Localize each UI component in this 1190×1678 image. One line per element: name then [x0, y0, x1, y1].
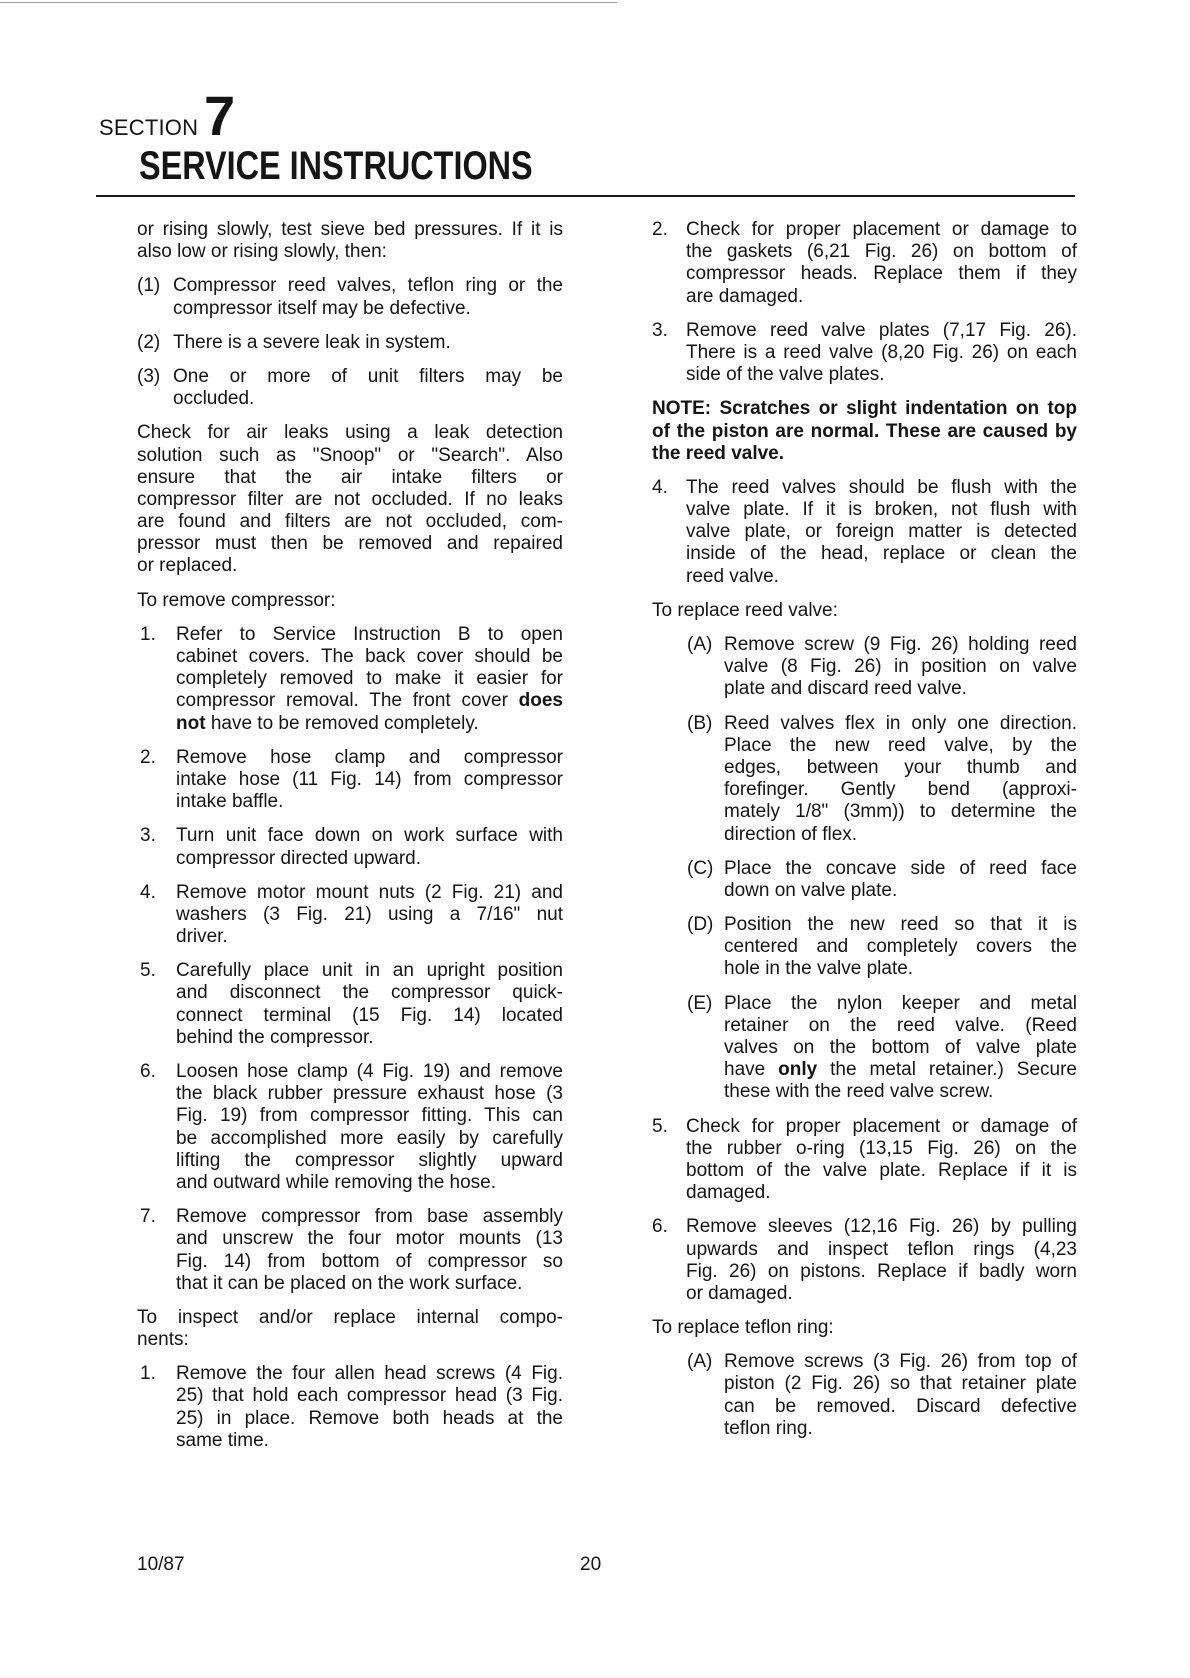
list-marker: (D) [687, 914, 714, 936]
text-line: solution such as "Snoop" or "Search". Also [137, 444, 563, 466]
text-line: Check for proper placement or damage of [686, 1115, 1077, 1137]
text-line: Place the new reed valve, by the [724, 734, 1077, 756]
text-line: mately 1/8" (3mm)) to determine the [724, 801, 1077, 823]
text-line: and unscrew the four motor mounts (13 [176, 1228, 563, 1250]
text-line: plate and discard reed valve. [724, 678, 967, 700]
page-title: SERVICE INSTRUCTIONS [139, 144, 533, 188]
list-item [652, 219, 1077, 308]
text-line: There is a reed valve (8,20 Fig. 26) on each [686, 341, 1077, 363]
text-line: be accomplished more easily by carefully [176, 1127, 563, 1149]
text-line: damaged. [686, 1182, 771, 1204]
paragraph [137, 590, 563, 612]
list-marker: (A) [687, 1351, 713, 1373]
text-line: Compressor reed valves, teflon ring or the [173, 275, 563, 297]
text-line [176, 713, 563, 735]
text-line: or replaced. [137, 555, 238, 577]
text-line: nents: [137, 1329, 189, 1351]
bold-text-segment: does [518, 690, 563, 712]
list-item [137, 825, 563, 869]
text-line: Remove screw (9 Fig. 26) holding reed [724, 634, 1077, 655]
list-marker: (E) [687, 992, 713, 1014]
text-line: valve (8 Fig. 26) in position on valve [724, 656, 1077, 678]
list-marker: (A) [687, 634, 713, 655]
left-column [137, 219, 563, 1452]
text-line: compressor itself may be defective. [173, 297, 471, 319]
text-line: direction of flex. [724, 823, 858, 845]
list-marker: 4. [652, 476, 668, 498]
list-marker: 2. [140, 746, 156, 768]
text-line: same time. [176, 1429, 269, 1451]
text-line: Carefully place unit in an upright position [176, 960, 563, 982]
text-line: and disconnect the compressor quick- [176, 982, 563, 1004]
text-line: Loosen hose clamp (4 Fig. 19) and remove [176, 1061, 563, 1082]
list-marker: 5. [652, 1115, 668, 1137]
list-marker: 7. [140, 1206, 156, 1228]
text-line: Turn unit face down on work surface with [176, 825, 563, 847]
text-line: Remove motor mount nuts (2 Fig. 21) and [176, 881, 563, 903]
list-item [652, 1116, 1077, 1205]
sub-list-item [652, 914, 1077, 981]
text-line: Remove the four allen head screws (4 Fig. [176, 1363, 563, 1385]
text-line: 25) in place. Remove both heads at the [176, 1407, 563, 1429]
text-line: are found and filters are not occluded, com- [137, 511, 563, 533]
list-marker: (1) [137, 275, 161, 297]
text-segment: compressor removal. The front cover [176, 690, 519, 712]
text-line: Fig. 14) from bottom of compressor so [176, 1250, 563, 1272]
page-number: 20 [580, 1554, 602, 1575]
text-line: To replace reed valve: [652, 599, 838, 621]
text-line [724, 1059, 1077, 1081]
text-line: Position the new reed so that it is [724, 914, 1077, 936]
text-line: There is a severe leak in system. [173, 331, 451, 353]
text-line: the rubber o-ring (13,15 Fig. 26) on the [686, 1137, 1077, 1159]
text-line: compressor filter are not occluded. If no leaks [137, 488, 563, 510]
text-line: The reed valves should be flush with the [686, 476, 1077, 498]
list-item [137, 960, 563, 1049]
text-line: To replace teflon ring: [652, 1317, 834, 1339]
paragraph [137, 219, 563, 263]
text-line: completely removed to make it easier for [176, 668, 563, 690]
list-marker: (2) [137, 331, 161, 353]
text-line: Check for proper placement or damage to [686, 219, 1077, 240]
text-line: Check for air leaks using a leak detection [137, 422, 563, 444]
list-marker: 3. [140, 825, 156, 847]
text-line [176, 690, 563, 712]
text-line: lifting the compressor slightly upward [176, 1149, 563, 1171]
text-segment: have [724, 1059, 779, 1081]
text-segment: have to be removed completely. [205, 712, 479, 734]
text-line: occluded. [173, 388, 255, 410]
text-line: To inspect and/or replace internal compo- [137, 1306, 563, 1328]
text-line: Reed valves flex in only one direction. [724, 712, 1077, 734]
list-marker: 2. [652, 219, 668, 240]
text-line: hole in the valve plate. [724, 958, 914, 980]
paragraph [137, 1307, 563, 1351]
note-paragraph [652, 398, 1077, 465]
text-line: Place the concave side of reed face [724, 857, 1077, 879]
list-marker: 6. [652, 1216, 668, 1238]
text-line: also low or rising slowly, then: [137, 241, 387, 263]
text-segment: the metal retainer.) Secure [817, 1059, 1077, 1081]
sub-list-item [652, 858, 1077, 902]
sub-list-item [137, 275, 563, 319]
list-marker: (3) [137, 365, 161, 387]
text-line: Remove hose clamp and compressor [176, 746, 563, 768]
text-line: or rising slowly, test sieve bed pressures. If it is [137, 219, 563, 240]
list-item [137, 1061, 563, 1194]
text-line: of the piston are normal. These are caused by [652, 420, 1077, 442]
text-line: bottom of the valve plate. Replace if it is [686, 1159, 1077, 1181]
text-line: valves on the bottom of valve plate [724, 1037, 1077, 1058]
text-line: side of the valve plates. [686, 364, 885, 386]
paragraph [652, 600, 1077, 622]
text-line: washers (3 Fig. 21) using a 7/16" nut [176, 903, 563, 925]
text-line: that it can be placed on the work surface. [176, 1272, 523, 1294]
paragraph [652, 1317, 1077, 1339]
list-item [652, 477, 1077, 588]
text-line: are damaged. [686, 285, 804, 307]
text-line: Fig. 19) from compressor fitting. This can [176, 1105, 563, 1127]
list-item [652, 1216, 1077, 1305]
sub-list-item [652, 634, 1077, 701]
text-line: compressor directed upward. [176, 847, 421, 869]
text-line: 25) that hold each compressor head (3 Fig. [176, 1385, 563, 1407]
text-line: the reed valve. [652, 442, 785, 464]
text-line: piston (2 Fig. 26) so that retainer plate [724, 1373, 1077, 1395]
list-marker: (B) [687, 712, 713, 734]
text-line: Remove reed valve plates (7,17 Fig. 26). [686, 319, 1077, 341]
text-line: behind the compressor. [176, 1026, 374, 1048]
text-line: intake baffle. [176, 791, 284, 813]
sub-list-item [137, 366, 563, 410]
list-marker: 1. [140, 623, 156, 645]
bold-text-segment: only [778, 1059, 818, 1081]
text-line: Remove sleeves (12,16 Fig. 26) by pulling [686, 1216, 1077, 1238]
text-line: valve plate, or foreign matter is detected [686, 521, 1077, 543]
list-marker: 6. [140, 1061, 156, 1082]
footer-date: 10/87 [137, 1554, 185, 1575]
text-line: intake hose (11 Fig. 14) from compressor [176, 768, 563, 790]
text-line: the black rubber pressure exhaust hose (3 [176, 1083, 563, 1105]
text-line: One or more of unit filters may be [173, 365, 563, 387]
paragraph [137, 422, 563, 577]
section-number: 7 [204, 84, 236, 147]
text-line: down on valve plate. [724, 879, 898, 901]
list-item [137, 747, 563, 814]
text-line: ensure that the air intake filters or [137, 466, 563, 488]
text-line: centered and completely covers the [724, 936, 1077, 958]
sub-list-item [137, 332, 563, 354]
text-line: Refer to Service Instruction B to open [176, 623, 563, 645]
sub-list-item [652, 993, 1077, 1104]
text-line: inside of the head, replace or clean the [686, 543, 1077, 565]
text-line: reed valve. [686, 565, 779, 587]
text-line: NOTE: Scratches or slight indentation on top [652, 398, 1077, 420]
sub-list-item [652, 713, 1077, 846]
header-rule [96, 195, 1075, 197]
list-marker: (C) [687, 857, 714, 879]
list-marker: 1. [140, 1363, 156, 1385]
text-line: retainer on the reed valve. (Reed [724, 1014, 1077, 1036]
text-line: Remove screws (3 Fig. 26) from top of [724, 1351, 1077, 1373]
text-line: compressor heads. Replace them if they [686, 263, 1077, 285]
list-item [137, 1206, 563, 1295]
text-line: the gaskets (6,21 Fig. 26) on bottom of [686, 241, 1077, 263]
list-marker: 4. [140, 881, 156, 903]
text-line: valve plate. If it is broken, not flush with [686, 499, 1077, 521]
right-column [652, 219, 1077, 1440]
text-line: or damaged. [686, 1282, 793, 1304]
list-marker: 5. [140, 960, 156, 982]
bold-text-segment: not [176, 712, 206, 734]
text-line: Place the nylon keeper and metal [724, 992, 1077, 1014]
text-line: connect terminal (15 Fig. 14) located [176, 1004, 563, 1026]
list-marker: 3. [652, 319, 668, 341]
scan-edge-line [0, 2, 617, 3]
text-line: edges, between your thumb and [724, 756, 1077, 778]
list-item [137, 882, 563, 949]
list-item [137, 1363, 563, 1452]
text-line: these with the reed valve screw. [724, 1081, 994, 1103]
text-line: Remove compressor from base assembly [176, 1206, 563, 1228]
section-label: SECTION [99, 115, 199, 140]
list-item [137, 624, 563, 735]
text-line: To remove compressor: [137, 589, 336, 611]
text-line: driver. [176, 926, 228, 948]
text-line: teflon ring. [724, 1417, 813, 1439]
list-item [652, 320, 1077, 387]
text-line: pressor must then be removed and repaired [137, 533, 563, 555]
sub-list-item [652, 1351, 1077, 1440]
text-line: forefinger. Gently bend (approxi- [724, 779, 1077, 801]
text-line: upwards and inspect teflon rings (4,23 [686, 1238, 1077, 1260]
text-line: cabinet covers. The back cover should be [176, 646, 563, 667]
text-line: Fig. 26) on pistons. Replace if badly worn [686, 1260, 1077, 1282]
text-line: and outward while removing the hose. [176, 1171, 497, 1193]
text-line: can be removed. Discard defective [724, 1395, 1077, 1417]
